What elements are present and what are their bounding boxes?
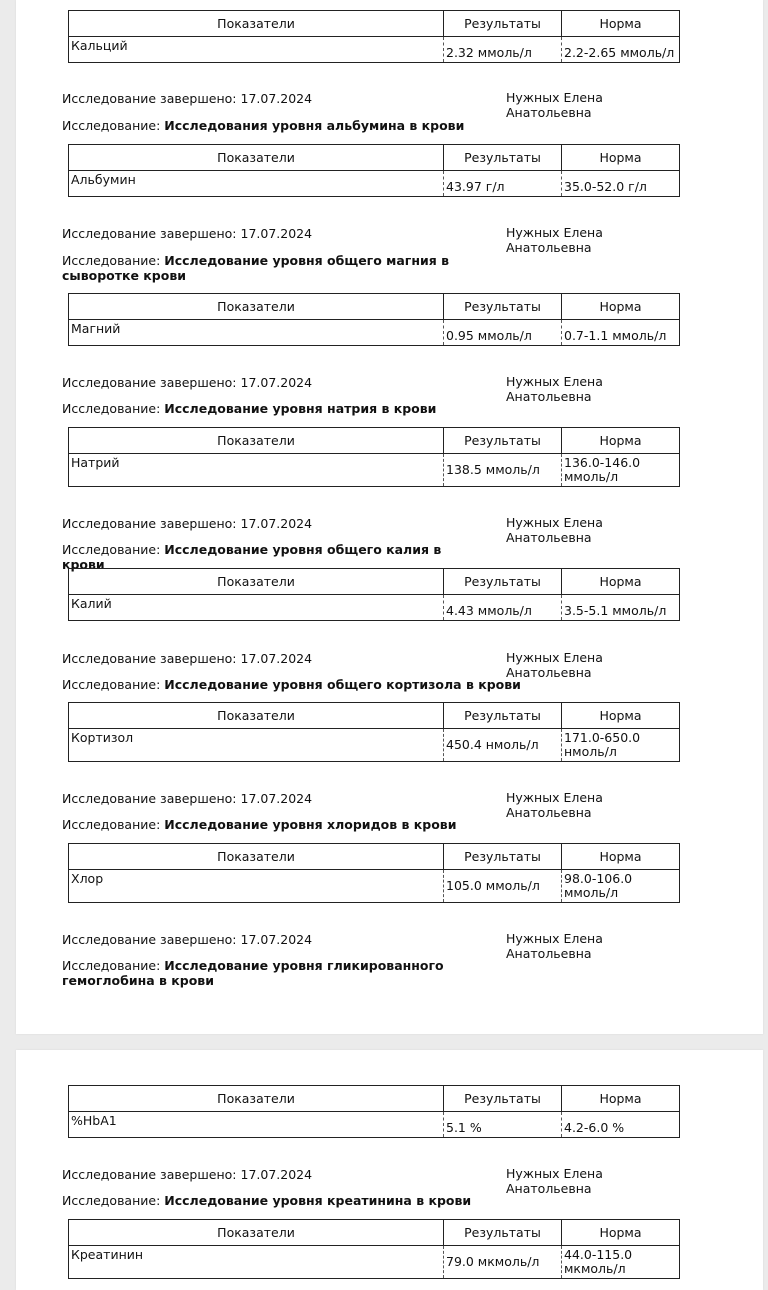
study-label: Исследование: (62, 958, 161, 973)
study-completed (62, 375, 312, 390)
completed-label: Исследование завершено: (62, 791, 237, 806)
header-result: Результаты (444, 145, 562, 171)
doctor-name: Нужных Елена Анатольевна (506, 225, 603, 255)
study-name: Исследование уровня хлоридов в крови (164, 817, 457, 832)
header-norm: Норма (562, 145, 680, 171)
completed-label: Исследование завершено: (62, 91, 237, 106)
indicator-name: Кальций (69, 37, 444, 63)
results-table (68, 1085, 680, 1138)
header-result: Результаты (444, 294, 562, 320)
header-indicator: Показатели (69, 11, 444, 37)
completed-label: Исследование завершено: (62, 375, 237, 390)
indicator-result: 4.43 ммоль/л (444, 595, 562, 621)
study-completed (62, 1167, 312, 1182)
completed-date: 17.07.2024 (240, 1167, 313, 1182)
completed-date: 17.07.2024 (240, 91, 313, 106)
study-title (62, 958, 482, 988)
study-name: Исследование уровня общего калия в крови (62, 542, 442, 572)
completed-date: 17.07.2024 (240, 791, 313, 806)
indicator-norm: 2.2-2.65 ммоль/л (562, 37, 680, 63)
header-norm: Норма (562, 1086, 680, 1112)
header-result: Результаты (444, 569, 562, 595)
header-result: Результаты (444, 11, 562, 37)
study-name: Исследование уровня гликированного гемоглобина в крови (62, 958, 444, 988)
table-header-row (69, 428, 680, 454)
completed-date: 17.07.2024 (240, 375, 313, 390)
report-page-1 (16, 0, 763, 1034)
header-indicator: Показатели (69, 294, 444, 320)
table-header-row (69, 569, 680, 595)
indicator-norm: 35.0-52.0 г/л (562, 171, 680, 197)
header-norm: Норма (562, 569, 680, 595)
results-table (68, 568, 680, 621)
study-label: Исследование: (62, 817, 161, 832)
header-indicator: Показатели (69, 428, 444, 454)
doctor-name: Нужных Елена Анатольевна (506, 515, 603, 545)
study-label: Исследование: (62, 677, 161, 692)
study-name: Исследование уровня креатинина в крови (164, 1193, 472, 1208)
header-indicator: Показатели (69, 844, 444, 870)
header-result: Результаты (444, 844, 562, 870)
study-title (62, 817, 482, 832)
study-completed (62, 226, 312, 241)
study-title (62, 401, 482, 416)
table-header-row (69, 703, 680, 729)
completed-label: Исследование завершено: (62, 932, 237, 947)
indicator-name: Натрий (69, 454, 444, 487)
indicator-name: Калий (69, 595, 444, 621)
table-row (69, 320, 680, 346)
table-header-row (69, 844, 680, 870)
indicator-result: 2.32 ммоль/л (444, 37, 562, 63)
indicator-name: %HbA1 (69, 1112, 444, 1138)
indicator-norm: 136.0-146.0 ммоль/л (562, 454, 680, 487)
results-table (68, 702, 680, 762)
header-indicator: Показатели (69, 1086, 444, 1112)
study-completed (62, 91, 312, 106)
results-table (68, 843, 680, 903)
header-norm: Норма (562, 1220, 680, 1246)
study-name: Исследование уровня натрия в крови (164, 401, 437, 416)
indicator-norm: 171.0-650.0 нмоль/л (562, 729, 680, 762)
table-header-row (69, 1220, 680, 1246)
header-norm: Норма (562, 428, 680, 454)
doctor-name: Нужных Елена Анатольевна (506, 374, 603, 404)
header-norm: Норма (562, 11, 680, 37)
header-norm: Норма (562, 294, 680, 320)
doctor-name: Нужных Елена Анатольевна (506, 90, 603, 120)
study-completed (62, 651, 312, 666)
doctor-name: Нужных Елена Анатольевна (506, 650, 603, 680)
indicator-name: Магний (69, 320, 444, 346)
study-label: Исследование: (62, 118, 161, 133)
table-row (69, 37, 680, 63)
completed-label: Исследование завершено: (62, 651, 237, 666)
study-label: Исследование: (62, 1193, 161, 1208)
completed-label: Исследование завершено: (62, 1167, 237, 1182)
indicator-norm: 44.0-115.0 мкмоль/л (562, 1246, 680, 1279)
indicator-result: 0.95 ммоль/л (444, 320, 562, 346)
results-table (68, 1219, 680, 1279)
header-result: Результаты (444, 703, 562, 729)
completed-date: 17.07.2024 (240, 226, 313, 241)
header-result: Результаты (444, 428, 562, 454)
header-indicator: Показатели (69, 703, 444, 729)
results-table (68, 10, 680, 63)
indicator-name: Хлор (69, 870, 444, 903)
table-row (69, 171, 680, 197)
indicator-norm: 3.5-5.1 ммоль/л (562, 595, 680, 621)
report-page-2 (16, 1050, 763, 1290)
header-indicator: Показатели (69, 569, 444, 595)
header-norm: Норма (562, 844, 680, 870)
study-label: Исследование: (62, 253, 161, 268)
study-title (62, 1193, 482, 1208)
results-table (68, 427, 680, 487)
doctor-name: Нужных Елена Анатольевна (506, 1166, 603, 1196)
header-result: Результаты (444, 1086, 562, 1112)
indicator-result: 450.4 нмоль/л (444, 729, 562, 762)
header-result: Результаты (444, 1220, 562, 1246)
results-table (68, 293, 680, 346)
table-row (69, 1112, 680, 1138)
study-name: Исследование уровня общего магния в сыворотке крови (62, 253, 450, 283)
table-row (69, 870, 680, 903)
study-completed (62, 516, 312, 531)
header-indicator: Показатели (69, 1220, 444, 1246)
header-norm: Норма (562, 703, 680, 729)
table-row (69, 454, 680, 487)
study-completed (62, 791, 312, 806)
table-row (69, 729, 680, 762)
indicator-name: Креатинин (69, 1246, 444, 1279)
doctor-name: Нужных Елена Анатольевна (506, 931, 603, 961)
study-completed (62, 932, 312, 947)
completed-date: 17.07.2024 (240, 651, 313, 666)
indicator-result: 5.1 % (444, 1112, 562, 1138)
header-indicator: Показатели (69, 145, 444, 171)
indicator-norm: 98.0-106.0 ммоль/л (562, 870, 680, 903)
indicator-result: 105.0 ммоль/л (444, 870, 562, 903)
table-header-row (69, 11, 680, 37)
table-header-row (69, 294, 680, 320)
completed-label: Исследование завершено: (62, 516, 237, 531)
table-header-row (69, 145, 680, 171)
indicator-norm: 4.2-6.0 % (562, 1112, 680, 1138)
indicator-result: 43.97 г/л (444, 171, 562, 197)
table-row (69, 595, 680, 621)
results-table (68, 144, 680, 197)
doctor-name: Нужных Елена Анатольевна (506, 790, 603, 820)
completed-date: 17.07.2024 (240, 932, 313, 947)
indicator-result: 79.0 мкмоль/л (444, 1246, 562, 1279)
study-label: Исследование: (62, 401, 161, 416)
indicator-result: 138.5 ммоль/л (444, 454, 562, 487)
study-title (62, 677, 532, 692)
indicator-norm: 0.7-1.1 ммоль/л (562, 320, 680, 346)
indicator-name: Альбумин (69, 171, 444, 197)
indicator-name: Кортизол (69, 729, 444, 762)
table-row (69, 1246, 680, 1279)
study-name: Исследование уровня общего кортизола в крови (164, 677, 521, 692)
table-header-row (69, 1086, 680, 1112)
study-title (62, 253, 482, 283)
study-label: Исследование: (62, 542, 161, 557)
study-title (62, 118, 482, 133)
completed-label: Исследование завершено: (62, 226, 237, 241)
completed-date: 17.07.2024 (240, 516, 313, 531)
study-name: Исследования уровня альбумина в крови (164, 118, 465, 133)
